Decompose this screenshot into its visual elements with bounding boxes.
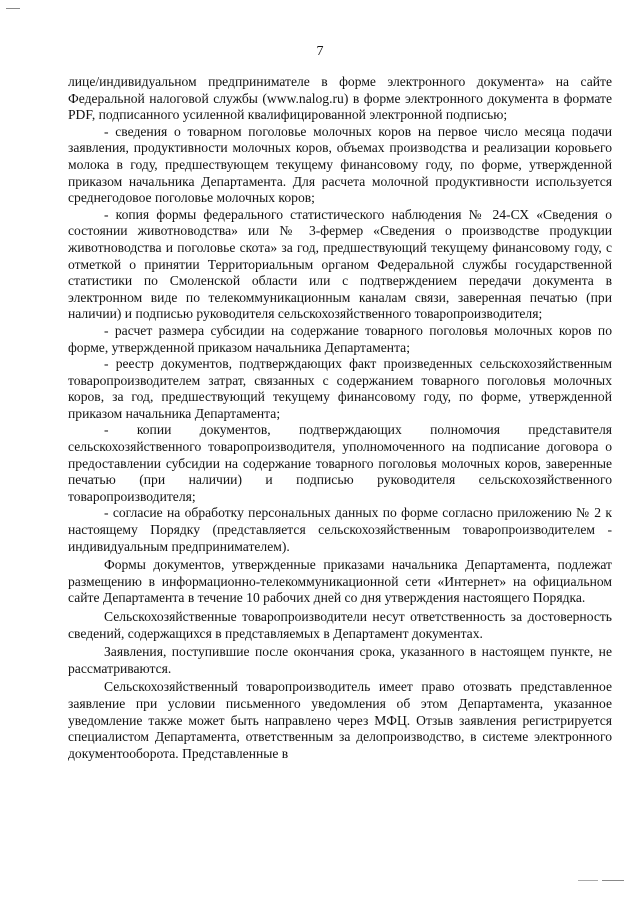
scan-mark-bottom-right-1 [578,880,598,881]
scan-mark-top-left [6,8,20,9]
paragraph-subsidy-calculation: - расчет размера субсидии на содержание товарного поголовья молочных коров по форме, утвержденной приказом начальника Департамента; [68,322,612,355]
paragraph-dairy-cows-info: - сведения о товарном поголовье молочных коров на первое число месяца подачи заявления, продуктивности молочных коров, объемах производства и реализации коровьего молока в году, предшествующем текущему финансовому году, по форме, утвержденной приказом начальника Департамента. Для расчета молочной продуктивности используется среднегодовое поголовье молочных коров; [68,123,612,206]
scan-mark-bottom-right-2 [602,880,624,881]
paragraph-responsibility: Сельскохозяйственные товаропроизводители несут ответственность за достоверность сведений, содержащихся в представляемых в Департамент документах. [68,609,612,641]
paragraph-forms-publication: Формы документов, утвержденные приказами начальника Департамента, подлежат размещению в информационно-телекоммуникационной сети «Интернет» на официальном сайте Департамента в течение 10 рабочих дней со дня утверждения настоящего Порядка. [68,557,612,606]
paragraph-continuation: лице/индивидуальном предпринимателе в форме электронного документа» на сайте Федеральной налоговой службы (www.nalog.ru) в форме электронного документа в формате PDF, подписанного усиленной квалифицированной электронной подписью; [68,74,612,123]
paragraph-documents-register: - реестр документов, подтверждающих факт произведенных сельскохозяйственным товаропроизводителем затрат, связанных с содержанием товарного поголовья молочных коров, за год, предшествующий текущему финансовому году, по форме, утвержденной приказом начальника Департамента; [68,356,612,421]
paragraph-personal-data-consent: - согласие на обработку персональных данных по форме согласно приложению № 2 к настоящему Порядку (представляется сельскохозяйственным товаропроизводителем - индивидуальным предпринимателем). [68,505,612,554]
paragraph-late-applications: Заявления, поступившие после окончания срока, указанного в настоящем пункте, не рассматриваются. [68,644,612,676]
document-body [68,74,612,762]
paragraph-statistics-form-copy: - копия формы федерального статистического наблюдения № 24-СХ «Сведения о состоянии животноводства» или № 3-фермер «Сведения о производстве продукции животноводства и поголовье скота» за год, предшествующий текущему финансовому году, с отметкой о принятии Территориальным органом Федеральной службы государственной статистики по Смоленской области или с подтверждением передачи документа в электронном виде по телекоммуникационным каналам связи, заверенная печатью (при наличии) и подписью руководителя сельскохозяйственного товаропроизводителя; [68,206,612,322]
page-number: 7 [316,44,324,59]
paragraph-application-withdrawal: Сельскохозяйственный товаропроизводитель имеет право отозвать представленное заявление при условии письменного уведомления об этом Департамента, указанное уведомление также может быть направлено через МФЦ. Отзыв заявления регистрируется специалистом Департамента, ответственным за делопроизводство, в системе электронного документооборота. Представленные в [68,679,612,761]
paragraph-authority-documents: - копии документов, подтверждающих полномочия представителя сельскохозяйственного товаропроизводителя, уполномоченного на подписание договора о предоставлении субсидии на содержание товарного поголовья молочных коров, заверенные печатью (при наличии) и подписью руководителя сельскохозяйственного товаропроизводителя; [68,422,612,504]
